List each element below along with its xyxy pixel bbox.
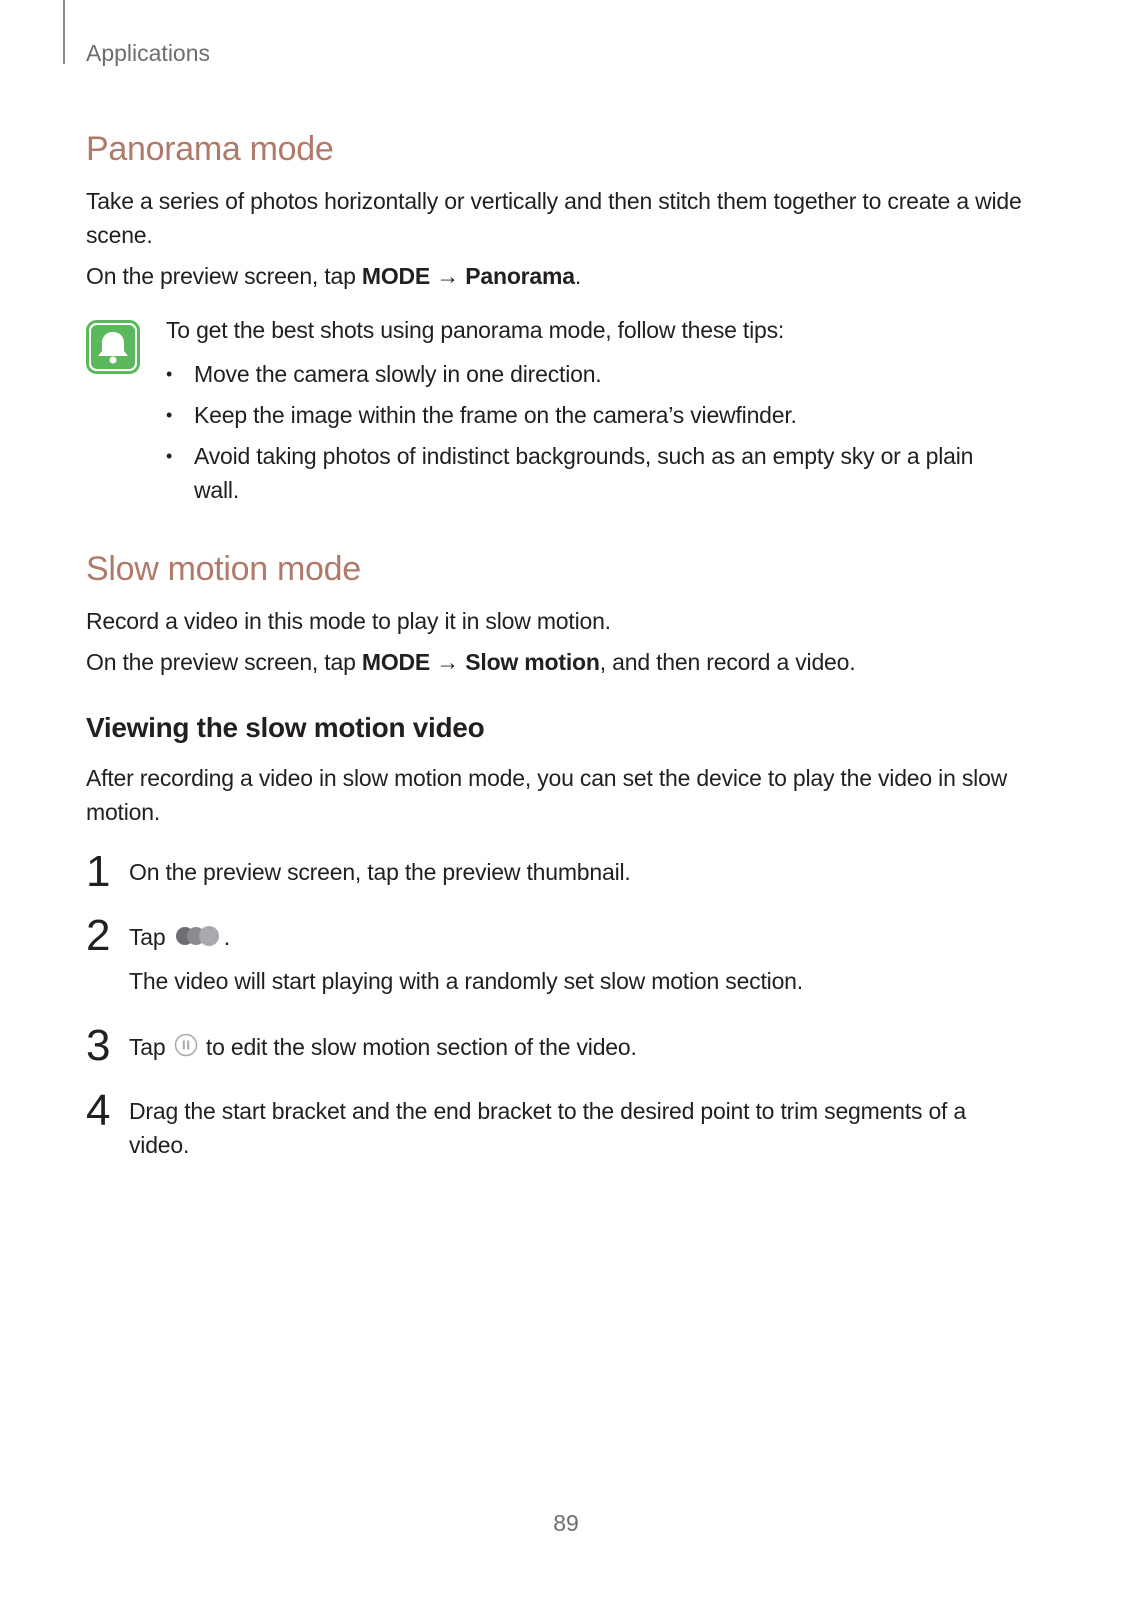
- bullet-icon: •: [166, 446, 173, 466]
- step-prefix: Tap: [129, 924, 172, 950]
- step-number: 4: [86, 1086, 111, 1135]
- arrow: →: [430, 649, 466, 675]
- tip-item: [166, 357, 996, 391]
- step-text: [129, 1030, 1009, 1066]
- tip-text: Move the camera slowly in one direction.: [194, 361, 602, 387]
- slow-motion-play-icon[interactable]: [174, 922, 222, 956]
- tip-item: [166, 398, 996, 432]
- panorama-mode-heading: Panorama mode: [86, 130, 334, 168]
- step-detail: The video will start playing with a randomly set slow motion section.: [129, 968, 803, 994]
- mode-label: MODE: [361, 263, 431, 289]
- step-text: On the preview screen, tap the preview thumbnail.: [129, 859, 631, 885]
- step-suffix: .: [223, 924, 230, 950]
- slow-motion-instruction: [86, 645, 1046, 679]
- tip-text: Keep the image within the frame on the camera’s viewfinder.: [194, 402, 797, 428]
- panorama-intro: Take a series of photos horizontally or vertically and then stitch them together to create a wide scene.: [86, 188, 1022, 248]
- bullet-icon: •: [166, 405, 173, 425]
- notification-bell-icon: [86, 320, 140, 374]
- mode-label: MODE: [361, 649, 431, 675]
- instruction-prefix: On the preview screen, tap: [86, 263, 362, 289]
- step-number: 3: [86, 1021, 111, 1070]
- margin-rule: [63, 0, 65, 64]
- step-number: 1: [86, 847, 111, 896]
- slow-motion-intro: Record a video in this mode to play it in slow motion.: [86, 608, 611, 634]
- tip-text: Avoid taking photos of indistinct backgrounds, such as an empty sky or a plain wall.: [194, 443, 974, 503]
- panorama-label: Panorama: [465, 263, 575, 289]
- step-text: [129, 920, 1009, 956]
- instruction-suffix: , and then record a video.: [599, 649, 856, 675]
- arrow: →: [430, 263, 466, 289]
- step-number: 2: [86, 911, 111, 960]
- running-head: Applications: [86, 40, 211, 66]
- slow-motion-label: Slow motion: [465, 649, 600, 675]
- slow-motion-mode-heading: Slow motion mode: [86, 550, 361, 588]
- step-prefix: Tap: [129, 1034, 172, 1060]
- viewing-intro: After recording a video in slow motion mode, you can set the device to play the video in slow motion.: [86, 765, 1008, 825]
- instruction-prefix: On the preview screen, tap: [86, 649, 362, 675]
- panorama-instruction: [86, 259, 1046, 293]
- viewing-slow-motion-heading: Viewing the slow motion video: [86, 712, 485, 743]
- step-suffix: to edit the slow motion section of the video.: [199, 1034, 637, 1060]
- tip-item: [166, 439, 996, 507]
- pause-icon[interactable]: [174, 1032, 198, 1066]
- note-intro: To get the best shots using panorama mode, follow these tips:: [166, 317, 785, 343]
- step-text: Drag the start bracket and the end bracket to the desired point to trim segments of a video.: [129, 1098, 967, 1158]
- page-number: 89: [553, 1510, 579, 1536]
- bullet-icon: •: [166, 364, 173, 384]
- instruction-suffix: .: [574, 263, 582, 289]
